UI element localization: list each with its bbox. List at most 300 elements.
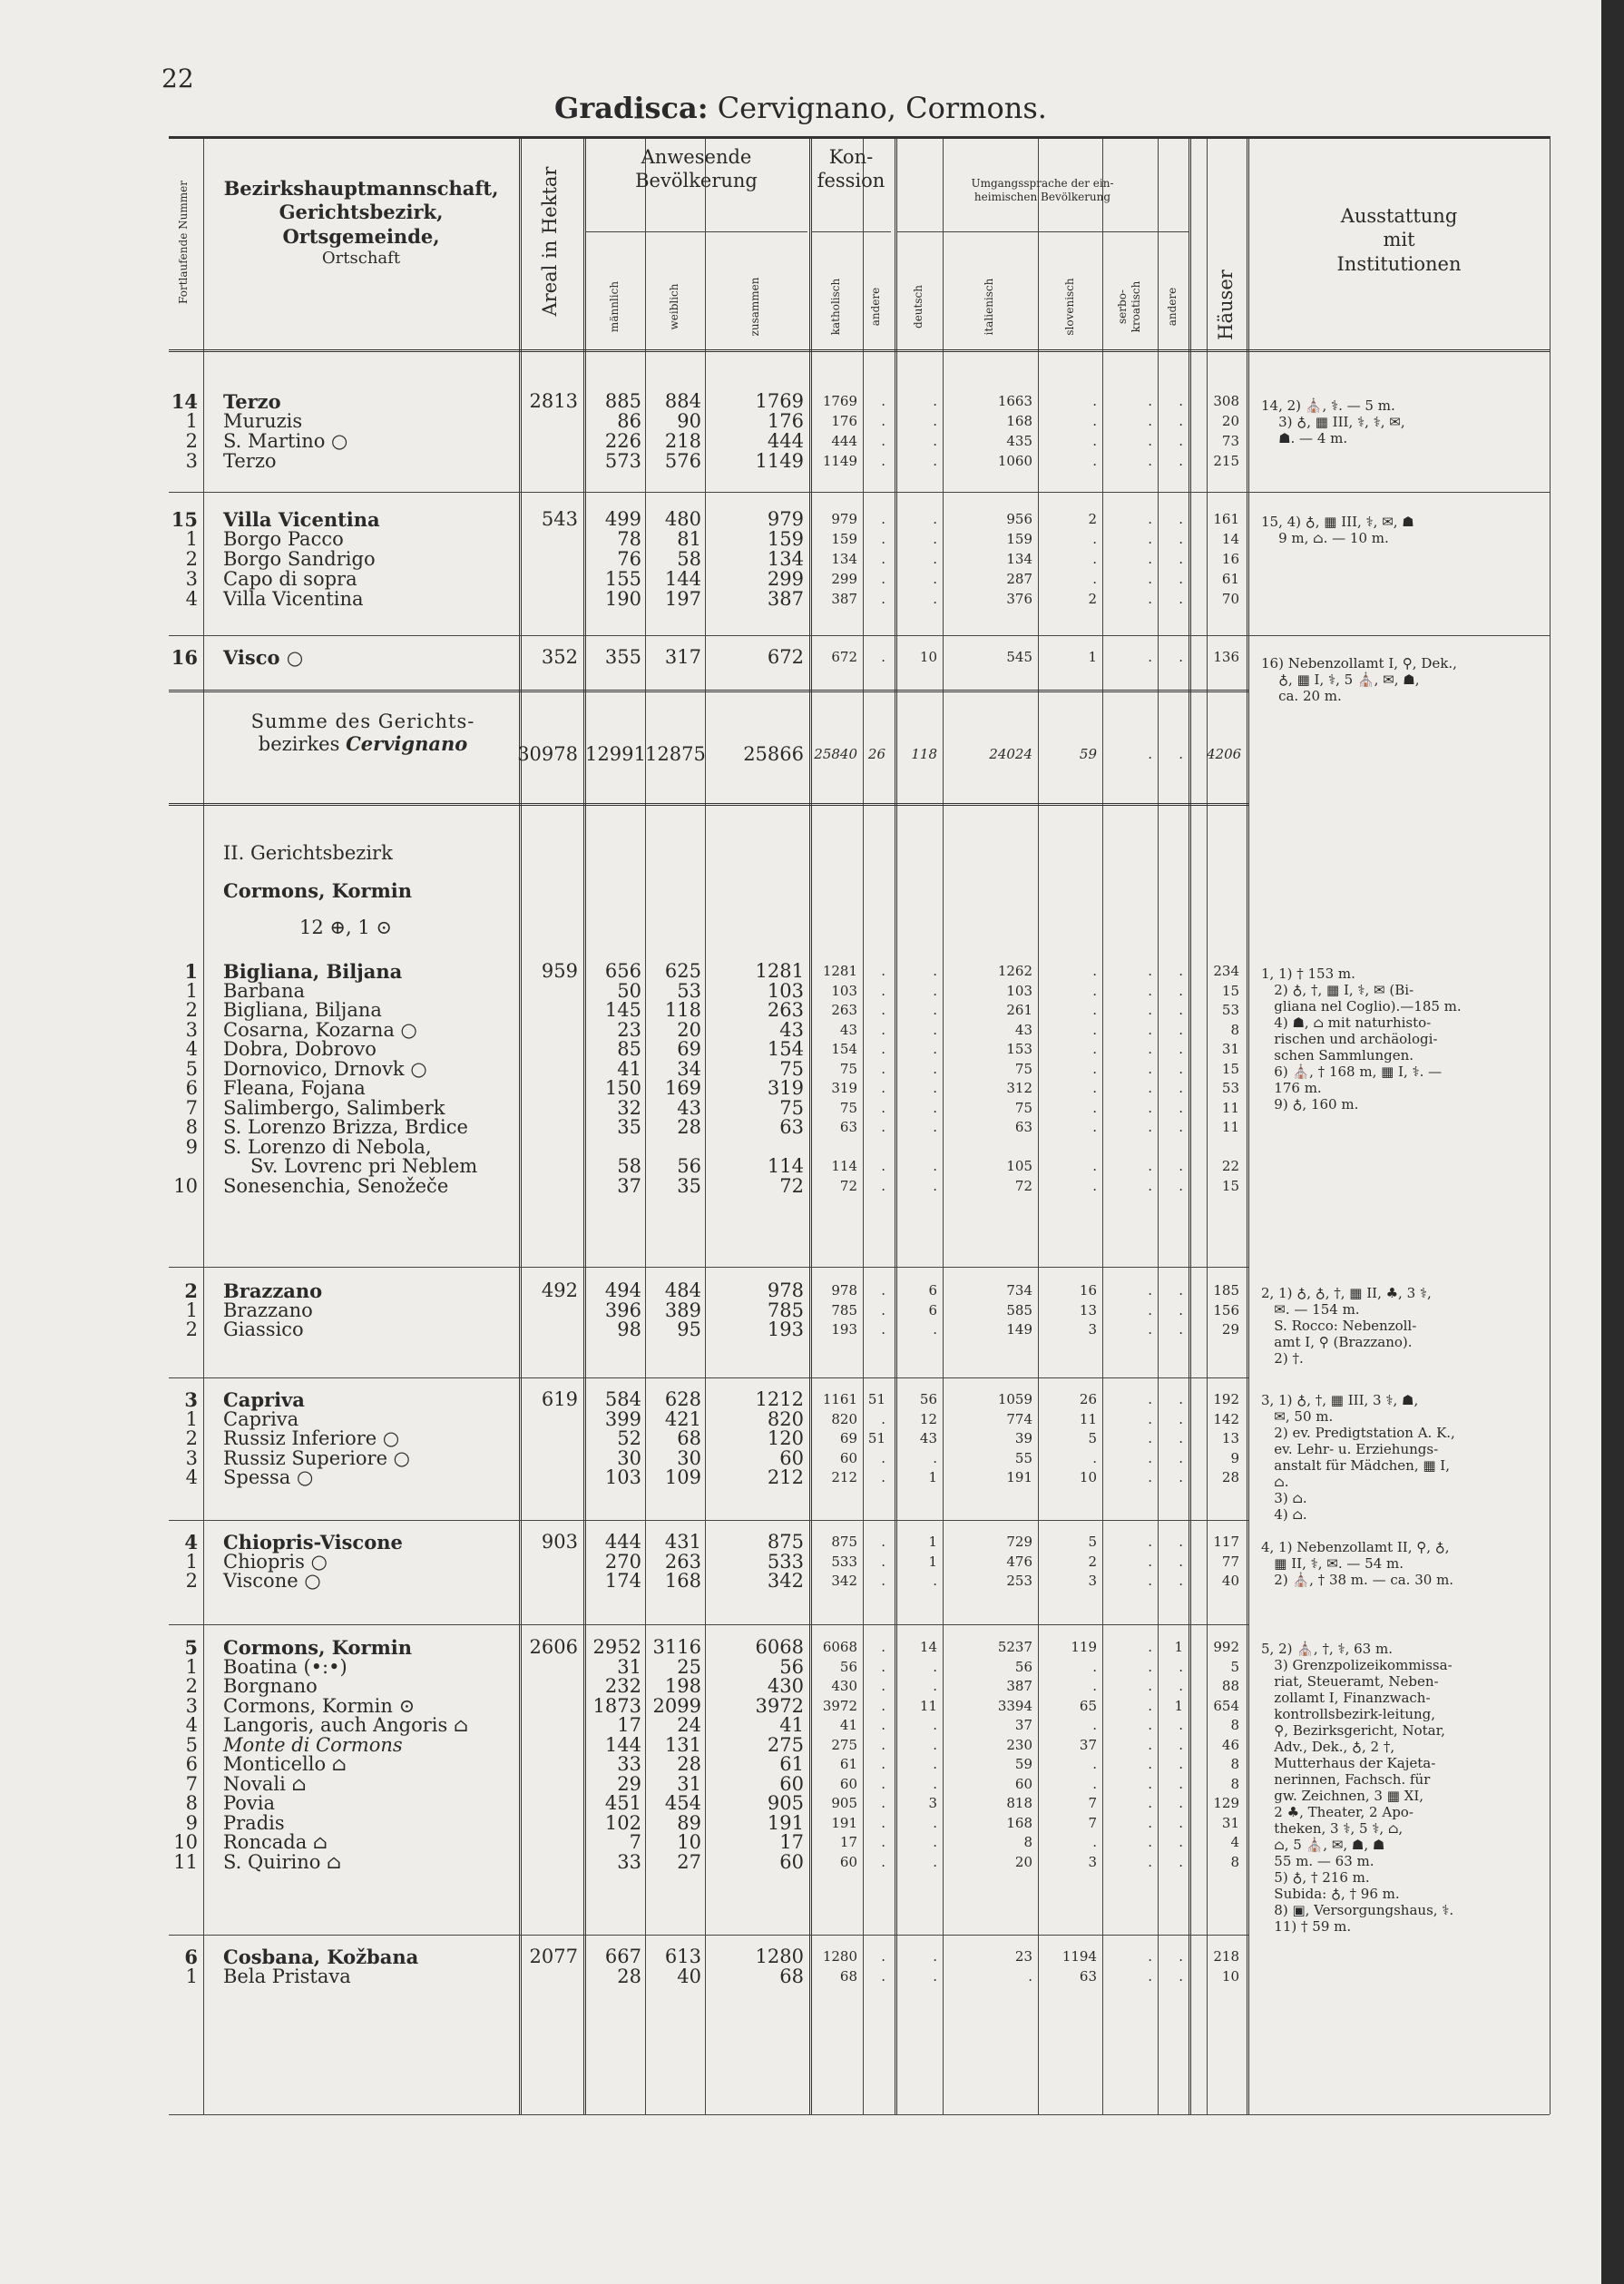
- commune-row-col-sk: .: [1148, 1391, 1152, 1407]
- section-heading-1: II. Gerichtsbezirk: [223, 842, 393, 864]
- locality-row-col-h: 9: [1230, 1449, 1239, 1466]
- commune-row-col-k: 979: [831, 511, 857, 527]
- locality-row-number: 1: [185, 1965, 198, 1987]
- locality-row-number: 2: [185, 430, 198, 452]
- header-slovenian: slovenisch: [1063, 278, 1076, 336]
- commune-row-col-k: 1280: [822, 1948, 857, 1965]
- locality-row-col-o: .: [1179, 1658, 1183, 1675]
- locality-row-name: S. Martino ○: [223, 430, 348, 452]
- locality-row-col-o: .: [1179, 571, 1183, 587]
- locality-row-col-h: 31: [1221, 1814, 1239, 1831]
- locality-row-pop-m: 190: [604, 588, 641, 610]
- locality-row-col-sk: .: [1148, 1410, 1152, 1427]
- locality-row-col-a: .: [881, 1060, 885, 1077]
- locality-row-pop-w: 218: [664, 430, 701, 452]
- locality-row-pop-w: 34: [677, 1057, 701, 1080]
- locality-row-col-h: 5: [1230, 1658, 1239, 1675]
- locality-row-col-s: .: [1092, 571, 1097, 587]
- commune-row-pop-w: 480: [664, 508, 701, 530]
- header-confession-line: fession: [817, 170, 885, 192]
- locality-row-col-sk: .: [1148, 1060, 1152, 1077]
- locality-row-pop-m: 33: [617, 1753, 641, 1775]
- locality-row-col-h: 8: [1230, 1021, 1239, 1038]
- commune-row-pop-z: 6068: [755, 1636, 804, 1658]
- header-equipment-line: mit: [1383, 229, 1415, 251]
- locality-row-col-k: 56: [839, 1658, 857, 1675]
- konf-subheader-rule: [811, 231, 891, 232]
- commune-row-col-a: .: [881, 649, 885, 665]
- locality-row-pop-m: 31: [617, 1655, 641, 1678]
- locality-row-col-a: .: [881, 1697, 885, 1714]
- commune-row-area: 903: [541, 1531, 578, 1553]
- locality-row-col-sk: .: [1148, 1756, 1152, 1772]
- header-population-line: Bevölkerung: [635, 170, 758, 192]
- locality-row-col-i: 253: [1006, 1573, 1032, 1589]
- locality-row-name: Sonesenchia, Senožeče: [223, 1174, 449, 1197]
- commune-row-col-s: .: [1092, 393, 1097, 409]
- locality-row-pop-m: 226: [604, 430, 641, 452]
- locality-row-col-o: .: [1179, 1775, 1183, 1792]
- locality-row-number: 8: [185, 1792, 198, 1814]
- locality-row-name: Viscone ○: [223, 1570, 321, 1592]
- locality-row-col-k: 176: [831, 413, 857, 429]
- locality-row-col-h: 88: [1221, 1678, 1239, 1694]
- commune-row-number: 3: [184, 1388, 198, 1411]
- locality-row-col-i: 149: [1006, 1321, 1032, 1338]
- locality-row-col-sk: .: [1148, 1021, 1152, 1038]
- commune-row-pop-z: 978: [767, 1279, 804, 1301]
- commune-row-col-a: .: [881, 393, 885, 409]
- locality-row-col-sk: .: [1148, 1553, 1152, 1570]
- locality-row-name: Borgo Pacco: [223, 528, 344, 550]
- commune-row-col-d: .: [933, 1948, 937, 1965]
- locality-row-col-k: 17: [839, 1834, 857, 1850]
- locality-row-col-a: .: [881, 1795, 885, 1811]
- locality-row-pop-m: 30: [617, 1446, 641, 1469]
- locality-row-col-o: .: [1179, 1853, 1183, 1870]
- locality-row-col-a: .: [881, 1119, 885, 1135]
- commune-row-pop-z: 1280: [755, 1946, 804, 1967]
- locality-row-col-s: .: [1092, 453, 1097, 469]
- locality-row-pop-m: 451: [604, 1792, 641, 1814]
- commune-row-number: 4: [184, 1531, 198, 1554]
- locality-row-col-h: 8: [1230, 1717, 1239, 1733]
- locality-row-col-sk: .: [1148, 1080, 1152, 1096]
- locality-row-col-a: .: [881, 591, 885, 607]
- commune-row-col-i: 734: [1006, 1282, 1032, 1299]
- locality-row-number: 1: [185, 410, 198, 432]
- locality-row-col-h: 142: [1213, 1410, 1239, 1427]
- locality-row-col-a: .: [881, 1002, 885, 1018]
- locality-row-col-s: 5: [1088, 1430, 1097, 1446]
- rule-after-chiopris: [169, 1624, 1248, 1625]
- locality-row-number: 5: [185, 1057, 198, 1080]
- locality-row-col-h: 11: [1221, 1119, 1239, 1135]
- summe-col-d: 118: [911, 746, 937, 762]
- locality-row-col-s: .: [1092, 982, 1097, 999]
- locality-row-pop-m: 174: [604, 1570, 641, 1592]
- locality-row-number: 3: [185, 568, 198, 590]
- locality-row-col-a: .: [881, 453, 885, 469]
- commune-row-col-sk: .: [1148, 1282, 1152, 1299]
- locality-row-col-h: 46: [1221, 1736, 1239, 1753]
- locality-row-pop-z: 1149: [755, 450, 804, 472]
- locality-row-col-d: .: [933, 1041, 937, 1057]
- locality-row-col-d: .: [933, 551, 937, 567]
- locality-row-col-o: .: [1179, 1002, 1183, 1018]
- locality-row-col-s: .: [1092, 1678, 1097, 1694]
- locality-row-col-sk: .: [1148, 1834, 1152, 1850]
- summe-label-1: Summe des Gerichts-: [250, 711, 475, 732]
- locality-row-col-sk: .: [1148, 1658, 1152, 1675]
- header-equipment: [1248, 204, 1550, 276]
- locality-row-col-sk: .: [1148, 1177, 1152, 1194]
- locality-row-col-k: 820: [831, 1410, 857, 1427]
- locality-row-pop-z: 430: [767, 1675, 804, 1697]
- locality-row-col-sk: .: [1148, 413, 1152, 429]
- locality-row-col-sk: .: [1148, 1430, 1152, 1446]
- locality-row-col-o: .: [1179, 1430, 1183, 1446]
- locality-row-col-k: 75: [839, 1099, 857, 1116]
- note-brazzano: 2, 1) ♁, ♁, †, ▦ II, ♣, 3 ⚕, ✉. — 154 m. S. Rocco: Nebenzoll- amt I, ⚲ (Brazzano). 2) †.: [1261, 1285, 1432, 1367]
- locality-row-col-a: .: [881, 551, 885, 567]
- commune-row-number: 6: [184, 1946, 198, 1968]
- summe-col-i: 24024: [989, 746, 1032, 762]
- locality-row-pop-z: 533: [767, 1550, 804, 1573]
- locality-row-name: Bela Pristava: [223, 1965, 351, 1987]
- title-places: Cervignano, Cormons.: [717, 91, 1047, 125]
- locality-row-col-sk: .: [1148, 1853, 1152, 1870]
- locality-row-col-i: 168: [1006, 1814, 1032, 1831]
- locality-row-pop-z: 120: [767, 1427, 804, 1449]
- locality-row-col-h: 4: [1230, 1834, 1239, 1850]
- locality-row-col-a: .: [881, 1658, 885, 1675]
- locality-row-col-s: 3: [1088, 1853, 1097, 1870]
- locality-row-col-d: .: [933, 1834, 937, 1850]
- locality-row-col-s: 63: [1079, 1967, 1097, 1985]
- locality-row-col-a: .: [881, 1834, 885, 1850]
- locality-row-pop-m: 52: [617, 1427, 641, 1449]
- locality-row-number: 7: [185, 1096, 198, 1119]
- locality-row-col-s: .: [1092, 1119, 1097, 1135]
- commune-row-area: 959: [541, 960, 578, 982]
- locality-row-col-s: 2: [1088, 591, 1097, 607]
- locality-row-col-k: 60: [839, 1449, 857, 1466]
- locality-row-pop-z: 41: [779, 1714, 804, 1736]
- commune-row-col-h: 218: [1213, 1948, 1239, 1965]
- commune-row-area: 492: [541, 1279, 578, 1301]
- commune-row-name: Capriva: [223, 1388, 305, 1411]
- locality-row-pop-m: 86: [617, 410, 641, 432]
- locality-row-col-i: 1060: [997, 453, 1032, 469]
- rule-after-capriva: [169, 1520, 1248, 1521]
- locality-row-pop-m: 98: [617, 1318, 641, 1340]
- locality-row-pop-m: 103: [604, 1466, 641, 1488]
- locality-row-pop-z: 387: [767, 588, 804, 610]
- locality-row-col-sk: .: [1148, 531, 1152, 547]
- locality-row-number: 2: [185, 548, 198, 570]
- locality-row-number: 5: [185, 1733, 198, 1756]
- locality-row-name: Monticello ⌂: [223, 1753, 347, 1775]
- locality-row-col-a: .: [881, 1158, 885, 1174]
- locality-row-pop-w: 118: [664, 999, 701, 1021]
- locality-row-col-o: .: [1179, 1177, 1183, 1194]
- locality-row-pop-z: 103: [767, 979, 804, 1002]
- locality-row-pop-m: 33: [617, 1850, 641, 1873]
- locality-row-name: Cosarna, Kozarna ○: [223, 1018, 417, 1041]
- locality-row-number: 1: [185, 1550, 198, 1573]
- commune-row-col-a: 51: [867, 1391, 885, 1407]
- locality-row-col-k: 212: [831, 1469, 857, 1485]
- header-confession-line: Kon-: [828, 146, 874, 168]
- locality-row-col-d: .: [933, 1002, 937, 1018]
- locality-row-col-s: 10: [1079, 1469, 1097, 1485]
- locality-row-pop-w: 30: [677, 1446, 701, 1469]
- commune-row-col-sk: .: [1148, 511, 1152, 527]
- locality-row-col-h: 53: [1221, 1080, 1239, 1096]
- locality-row-col-s: 7: [1088, 1814, 1097, 1831]
- locality-row-col-h: 31: [1221, 1041, 1239, 1057]
- commune-row-col-i: 23: [1014, 1948, 1032, 1965]
- locality-row-col-s: .: [1092, 433, 1097, 449]
- book-binding-edge: [1601, 0, 1624, 2284]
- rule-after-brazzano: [169, 1377, 1248, 1378]
- locality-row-pop-w: 35: [677, 1174, 701, 1197]
- locality-row-pop-z: 275: [767, 1733, 804, 1756]
- note-villa-vicentina: 15, 4) ♁, ▦ III, ⚕, ✉, ☗ 9 m, ⌂. — 10 m.: [1261, 514, 1414, 546]
- commune-row-col-s: 2: [1088, 511, 1097, 527]
- locality-row-pop-z: 444: [767, 430, 804, 452]
- commune-row-col-d: 1: [928, 1534, 937, 1550]
- locality-row-col-d: .: [933, 1678, 937, 1694]
- locality-row-number: 10: [173, 1831, 198, 1853]
- locality-row-col-h: 28: [1221, 1469, 1239, 1485]
- locality-row-col-k: 114: [831, 1158, 857, 1174]
- locality-row-col-k: 60: [839, 1853, 857, 1870]
- locality-row-name: Boatina (•:•): [223, 1655, 347, 1678]
- locality-row-col-s: .: [1092, 1158, 1097, 1174]
- commune-row-pop-z: 979: [767, 508, 804, 530]
- locality-row-col-d: .: [933, 413, 937, 429]
- locality-row-col-h: 22: [1221, 1158, 1239, 1174]
- locality-row-col-a: .: [881, 1573, 885, 1589]
- commune-row-col-o: .: [1179, 1534, 1183, 1550]
- locality-row-number: 7: [185, 1772, 198, 1795]
- locality-row-col-k: 193: [831, 1321, 857, 1338]
- lang-subheader-rule: [896, 231, 1189, 232]
- locality-row-col-d: .: [933, 1756, 937, 1772]
- locality-row-col-a: .: [881, 1814, 885, 1831]
- locality-row-name: Capriva: [223, 1407, 299, 1430]
- commune-row-col-d: 6: [928, 1282, 937, 1299]
- locality-row-col-a: .: [881, 531, 885, 547]
- locality-row-col-o: .: [1179, 1301, 1183, 1318]
- header-population-line: Anwesende: [641, 146, 752, 168]
- locality-row-col-i: 387: [1006, 1678, 1032, 1694]
- locality-row-number: 2: [185, 1675, 198, 1697]
- locality-row-name: Pradis: [223, 1811, 285, 1834]
- locality-row-col-i: 103: [1006, 982, 1032, 999]
- commune-row-pop-z: 672: [767, 646, 804, 668]
- locality-row-col-h: 215: [1213, 453, 1239, 469]
- commune-row-number: 5: [184, 1636, 198, 1659]
- commune-row-col-o: .: [1179, 963, 1183, 979]
- locality-row-name: Sv. Lovrenc pri Neblem: [250, 1155, 478, 1177]
- locality-row-col-sk: .: [1148, 1795, 1152, 1811]
- locality-row-col-i: 43: [1014, 1021, 1032, 1038]
- locality-row-col-o: .: [1179, 1717, 1183, 1733]
- commune-row-pop-z: 1769: [755, 390, 804, 412]
- locality-row-col-h: 156: [1213, 1301, 1239, 1318]
- commune-row-name: Bigliana, Biljana: [223, 960, 403, 983]
- locality-row-col-d: .: [933, 1158, 937, 1174]
- locality-row-col-k: 41: [839, 1717, 857, 1733]
- locality-row-col-i: 261: [1006, 1002, 1032, 1018]
- commune-row-col-h: 117: [1213, 1534, 1239, 1550]
- locality-row-name: Fleana, Fojana: [223, 1077, 366, 1099]
- locality-row-col-a: .: [881, 1775, 885, 1792]
- locality-row-pop-w: 27: [677, 1850, 701, 1873]
- locality-row-col-k: 63: [839, 1119, 857, 1135]
- locality-row-col-h: 129: [1213, 1795, 1239, 1811]
- commune-row-col-h: 185: [1213, 1282, 1239, 1299]
- locality-row-pop-w: 389: [664, 1299, 701, 1321]
- locality-row-name: Cormons, Kormin ⊙: [223, 1694, 416, 1717]
- summe-label-word: bezirkes: [258, 733, 347, 755]
- locality-row-pop-w: 197: [664, 588, 701, 610]
- locality-row-col-sk: .: [1148, 1573, 1152, 1589]
- commune-row-col-s: 1194: [1061, 1948, 1097, 1965]
- locality-row-pop-w: 68: [677, 1427, 701, 1449]
- commune-row-name: Villa Vicentina: [223, 508, 380, 531]
- locality-row-pop-m: 78: [617, 528, 641, 550]
- locality-row-col-i: 287: [1006, 571, 1032, 587]
- locality-row-col-o: .: [1179, 1834, 1183, 1850]
- header-other-confession: andere: [869, 287, 882, 327]
- locality-row-pop-m: 76: [617, 548, 641, 570]
- commune-row-number: 14: [171, 390, 198, 413]
- commune-row-area: 619: [541, 1388, 578, 1410]
- locality-row-col-o: .: [1179, 982, 1183, 999]
- commune-row-col-h: 136: [1213, 649, 1239, 665]
- locality-row-pop-w: 168: [664, 1570, 701, 1592]
- locality-row-col-i: 75: [1014, 1099, 1032, 1116]
- locality-row-col-d: .: [933, 1717, 937, 1733]
- locality-row-pop-z: 905: [767, 1792, 804, 1814]
- locality-row-col-k: 533: [831, 1553, 857, 1570]
- locality-row-pop-z: 68: [779, 1965, 804, 1987]
- commune-row-col-o: .: [1179, 1282, 1183, 1299]
- commune-row-pop-m: 656: [604, 960, 641, 982]
- page-number: 22: [161, 64, 194, 93]
- locality-row-number: 2: [185, 1570, 198, 1592]
- locality-row-pop-w: 131: [664, 1733, 701, 1756]
- locality-row-col-o: .: [1179, 1736, 1183, 1753]
- locality-row-pop-w: 81: [677, 528, 701, 550]
- commune-row-col-o: .: [1179, 1948, 1183, 1965]
- rule-after-terzo: [169, 492, 1550, 493]
- locality-row-col-o: .: [1179, 1080, 1183, 1096]
- locality-row-col-i: 230: [1006, 1736, 1032, 1753]
- locality-row-pop-w: 40: [677, 1965, 701, 1987]
- commune-row-pop-m: 494: [604, 1279, 641, 1301]
- locality-row-col-d: 6: [928, 1301, 937, 1318]
- locality-row-pop-w: 576: [664, 450, 701, 472]
- locality-row-col-i: 585: [1006, 1301, 1032, 1318]
- header-language: [896, 177, 1189, 204]
- locality-row-number: 4: [185, 588, 198, 610]
- locality-row-pop-w: 169: [664, 1077, 701, 1099]
- locality-row-col-s: .: [1092, 1717, 1097, 1733]
- summe-label-2: [218, 732, 508, 755]
- locality-row-col-k: 785: [831, 1301, 857, 1318]
- locality-row-col-k: 68: [839, 1967, 857, 1985]
- locality-row-col-i: 55: [1014, 1449, 1032, 1466]
- note-cormons: 5, 2) ⛪, †, ⚕, 63 m. 3) Grenzpolizeikommissa- riat, Steueramt, Neben- zollamt I, Finanzwach- kontrollsbezirk-leitung, ⚲, Bezirksgericht, Notar, Adv., Dek., ♁, 2 †, Mutterhaus der Kajeta- nerinnen, Fachsch. für gw. Zeichnen, 3 ▦ XI, 2 ♣, Theater, 2 Apo- theken, 3 ⚕, 5 ⚕, ⌂, ⌂, 5 ⛪, ✉, ☗, ☗ 55 m. — 63 m. 5) ♁, † 216 m. Subida: ♁, † 96 m. 8) ▣, Versorgungshaus, ⚕. 11) † 59 m.: [1261, 1641, 1454, 1935]
- locality-row-name: Villa Vicentina: [223, 588, 364, 610]
- commune-row-col-s: 119: [1071, 1639, 1097, 1655]
- locality-row-number: 3: [185, 1018, 198, 1041]
- pop-subheader-rule: [585, 231, 807, 232]
- locality-row-col-k: 191: [831, 1814, 857, 1831]
- commune-row-col-i: 545: [1006, 649, 1032, 665]
- locality-row-pop-z: 820: [767, 1407, 804, 1430]
- locality-row-col-h: 20: [1221, 413, 1239, 429]
- locality-row-col-h: 8: [1230, 1775, 1239, 1792]
- locality-row-number: 1: [185, 528, 198, 550]
- locality-row-col-i: 168: [1006, 413, 1032, 429]
- locality-row-number: 1: [185, 1299, 198, 1321]
- locality-row-col-d: .: [933, 1814, 937, 1831]
- locality-row-col-h: 53: [1221, 1002, 1239, 1018]
- commune-row-pop-w: 613: [664, 1946, 701, 1967]
- locality-row-name: Capo di sopra: [223, 568, 357, 590]
- locality-row-col-i: 191: [1006, 1469, 1032, 1485]
- locality-row-name: Giassico: [223, 1318, 304, 1340]
- commune-row-col-d: .: [933, 393, 937, 409]
- commune-row-col-d: 14: [919, 1639, 937, 1655]
- commune-row-col-o: .: [1179, 511, 1183, 527]
- locality-row-col-i: 8: [1023, 1834, 1032, 1850]
- locality-row-col-o: .: [1179, 1060, 1183, 1077]
- locality-row-pop-w: 28: [677, 1753, 701, 1775]
- commune-row-col-k: 1161: [822, 1391, 857, 1407]
- summe-pop-w: 12875: [645, 743, 706, 765]
- locality-row-pop-m: 85: [617, 1038, 641, 1060]
- commune-row-col-k: 672: [831, 649, 857, 665]
- commune-row-col-o: 1: [1174, 1639, 1183, 1655]
- locality-row-col-d: 1: [928, 1469, 937, 1485]
- locality-row-pop-m: 399: [604, 1407, 641, 1430]
- locality-row-col-i: 56: [1014, 1658, 1032, 1675]
- locality-row-col-sk: .: [1148, 571, 1152, 587]
- commune-row-col-sk: .: [1148, 649, 1152, 665]
- locality-row-col-d: .: [933, 1775, 937, 1792]
- locality-row-col-sk: .: [1148, 1775, 1152, 1792]
- header-area: Areal in Hektar: [539, 166, 561, 317]
- locality-row-col-i: 60: [1014, 1775, 1032, 1792]
- locality-row-col-i: 153: [1006, 1041, 1032, 1057]
- locality-row-pop-m: 17: [617, 1714, 641, 1736]
- commune-row-number: 16: [171, 646, 198, 669]
- locality-row-col-d: .: [933, 1967, 937, 1985]
- locality-row-col-i: 312: [1006, 1080, 1032, 1096]
- summe-col-s: 59: [1079, 746, 1097, 762]
- note-terzo: 14, 2) ⛪, ⚕. — 5 m. 3) ♁, ▦ III, ⚕, ⚕, ✉, ☗. — 4 m.: [1261, 397, 1405, 446]
- commune-row-area: 2077: [529, 1946, 578, 1967]
- locality-row-pop-z: 159: [767, 528, 804, 550]
- locality-row-col-k: 154: [831, 1041, 857, 1057]
